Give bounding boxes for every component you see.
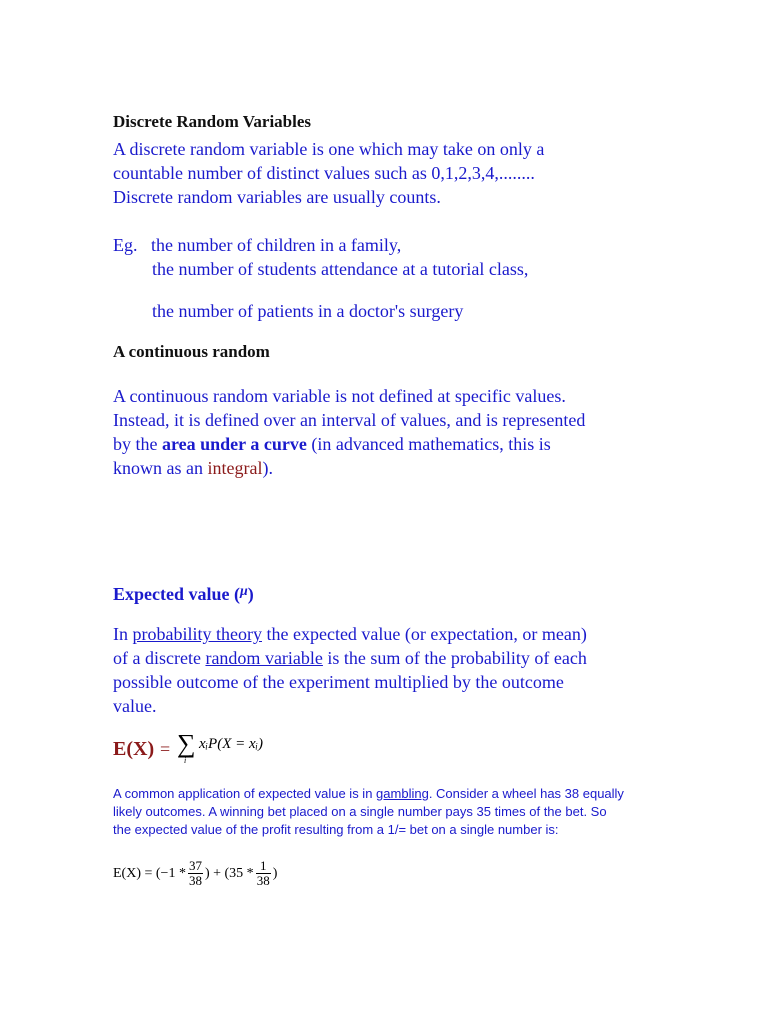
example-formula-open: (−1 * — [155, 866, 186, 881]
continuous-line-2: Instead, it is defined over an interval of values, and is represented — [113, 410, 586, 430]
expected-line-2 — [113, 646, 587, 670]
expected-heading-post: ) — [247, 584, 254, 604]
random-variable-link[interactable]: random variable — [205, 648, 323, 668]
example-formula-mid: ) + (35 * — [204, 866, 254, 881]
formula-ex-label: E(X) — [113, 738, 155, 760]
discrete-line-2: countable number of distinct values such as 0,1,2,3,4,........ — [113, 163, 535, 183]
example-prefix: Eg. — [113, 235, 138, 255]
formula-equals: = — [160, 739, 171, 759]
example-formula-close: ) — [272, 866, 278, 881]
application-line-2: likely outcomes. A winning bet placed on a single number pays 35 times of the bet. So — [113, 804, 607, 819]
fraction-1-38 — [256, 859, 271, 888]
fraction-numerator: 37 — [188, 858, 202, 874]
expected-line-1-mid: the expected value (or expectation, or mean) — [261, 624, 587, 644]
continuous-line-3-post: (in advanced mathematics, this is — [306, 434, 551, 454]
continuous-line-4 — [113, 456, 273, 480]
expected-line-1 — [113, 622, 587, 646]
probability-theory-link[interactable]: probability theory — [132, 624, 262, 644]
continuous-line-3 — [113, 432, 551, 456]
continuous-line-3-pre: by the — [113, 434, 162, 454]
application-line-3: the expected value of the profit resulting from a 1/= bet on a single number is: — [113, 822, 559, 837]
discrete-line-1: A discrete random variable is one which may take on only a — [113, 139, 545, 159]
area-under-curve-text: area under a curve — [162, 434, 307, 454]
application-line-1-pre: A common application of expected value is in — [113, 786, 377, 801]
expected-line-2-post: is the sum of the probability of each — [322, 648, 587, 668]
example-formula-lhs: E(X) = — [113, 866, 153, 881]
expected-heading-pre: Expected value ( — [113, 584, 240, 604]
example-2: the number of students attendance at a tutorial class, — [152, 259, 529, 279]
formula-body: xᵢP(X = xᵢ) — [199, 736, 263, 752]
example-formula — [113, 858, 277, 890]
expected-value-heading — [113, 580, 254, 606]
fraction-denominator: 38 — [256, 873, 270, 889]
expected-line-2-pre: of a discrete — [113, 648, 206, 668]
continuous-heading: A continuous random — [113, 342, 270, 361]
gambling-link[interactable]: gambling — [376, 786, 429, 801]
continuous-line-1: A continuous random variable is not defined at specific values. — [113, 386, 566, 406]
fraction-denominator: 38 — [188, 873, 202, 889]
expected-line-3: possible outcome of the experiment multiplied by the outcome — [113, 672, 564, 692]
application-line-1-post: . Consider a wheel has 38 equally — [428, 786, 624, 801]
example-3: the number of patients in a doctor's surgery — [152, 301, 464, 321]
continuous-line-4-post: ). — [262, 458, 273, 478]
fraction-numerator: 1 — [256, 859, 271, 874]
integral-link[interactable]: integral — [207, 458, 263, 478]
application-line-1 — [113, 785, 624, 803]
formula-sum-index: i — [184, 756, 187, 765]
formula-sum-symbol: ∑ — [177, 729, 196, 758]
discrete-heading: Discrete Random Variables — [113, 112, 312, 131]
expected-line-1-pre: In — [113, 624, 133, 644]
example-1: the number of children in a family, — [151, 235, 402, 255]
continuous-line-4-pre: known as an — [113, 458, 208, 478]
discrete-line-3: Discrete random variables are usually counts. — [113, 187, 441, 207]
expected-line-4: value. — [113, 696, 157, 716]
fraction-37-38 — [188, 859, 203, 888]
mu-symbol: μ — [239, 584, 248, 599]
